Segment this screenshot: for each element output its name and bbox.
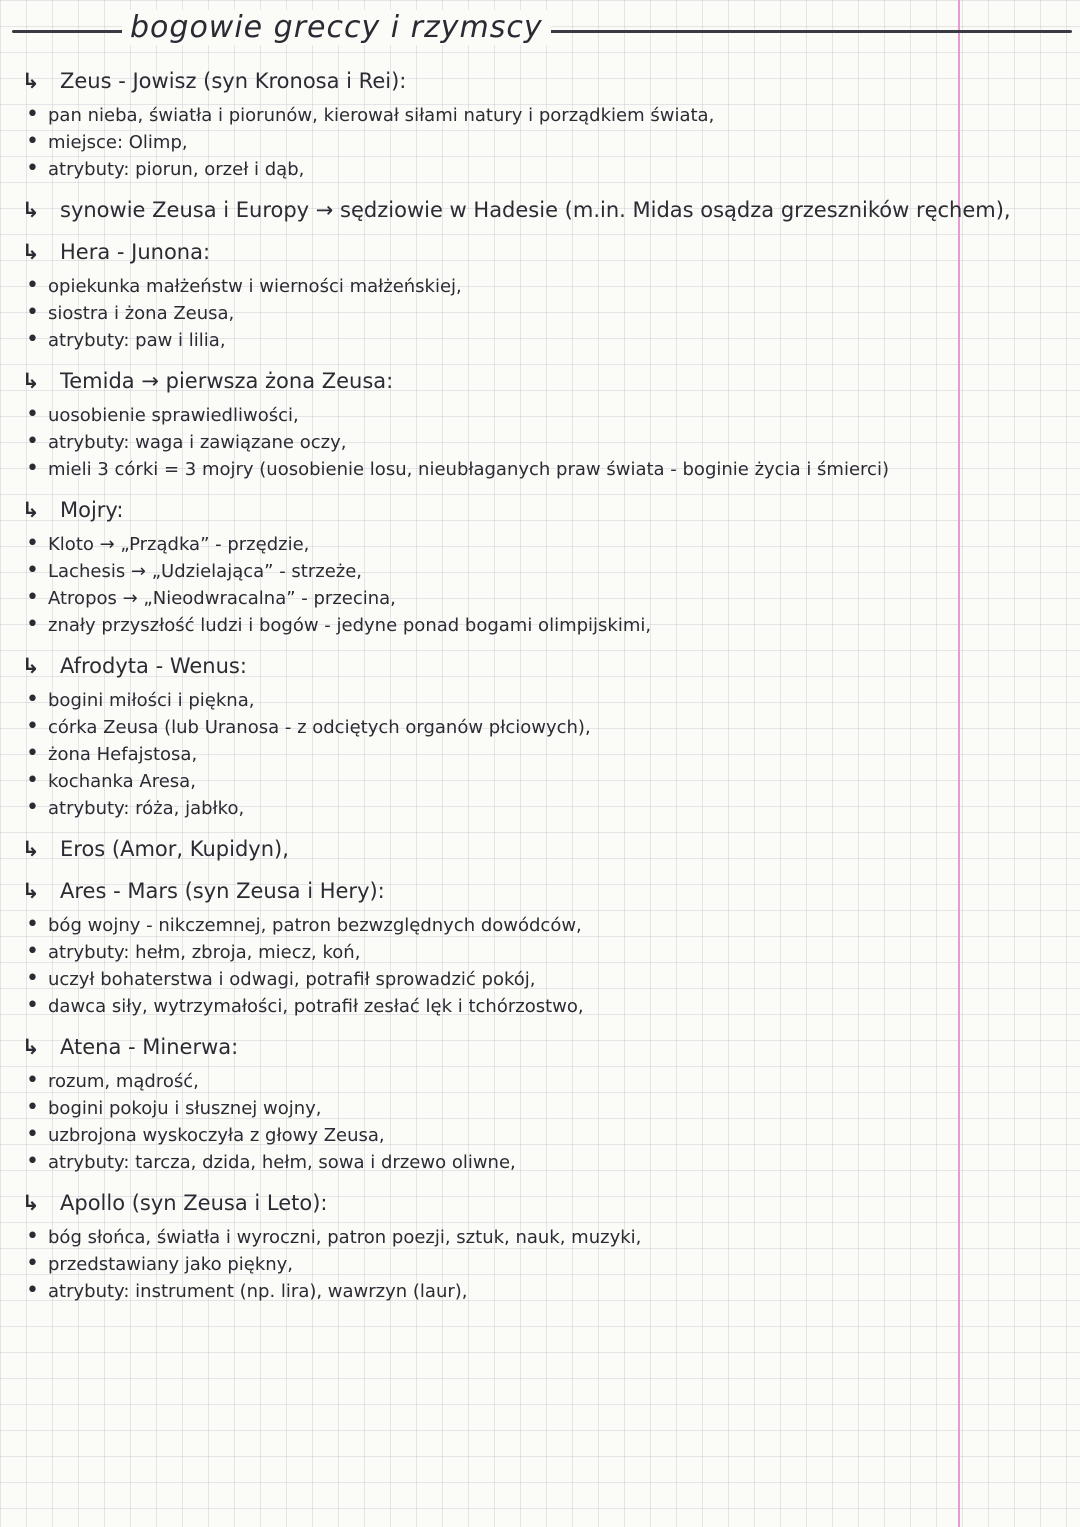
bullet-item: • opiekunka małżeństw i wierności małżeńskiej, bbox=[26, 273, 1072, 300]
section-heading-text: Atena - Minerwa: bbox=[60, 1035, 239, 1059]
arrow-icon: ↳ bbox=[22, 1191, 40, 1215]
bullet-item: • atrybuty: róża, jabłko, bbox=[26, 795, 1072, 822]
bullet-item: • żona Hefajstosa, bbox=[26, 741, 1072, 768]
note-section bbox=[22, 237, 1072, 354]
bullet-list bbox=[26, 687, 1072, 822]
bullet-item: • atrybuty: instrument (np. lira), wawrzyn (laur), bbox=[26, 1278, 1072, 1305]
arrow-icon: ↳ bbox=[22, 837, 40, 861]
arrow-icon: ↳ bbox=[22, 369, 40, 393]
bullet-list bbox=[26, 531, 1072, 639]
bullet-item: • atrybuty: tarcza, dzida, hełm, sowa i drzewo oliwne, bbox=[26, 1149, 1072, 1176]
bullet-item: • Lachesis → „Udzielająca” - strzeże, bbox=[26, 558, 1072, 585]
bullet-item: • Kloto → „Prządka” - przędzie, bbox=[26, 531, 1072, 558]
title-row bbox=[22, 8, 1072, 54]
section-heading bbox=[22, 366, 1072, 396]
bullet-item: • kochanka Aresa, bbox=[26, 768, 1072, 795]
sections-container bbox=[22, 66, 1072, 1305]
bullet-item: • przedstawiany jako piękny, bbox=[26, 1251, 1072, 1278]
bullet-list bbox=[26, 273, 1072, 354]
arrow-icon: ↳ bbox=[22, 1035, 40, 1059]
bullet-item: • rozum, mądrość, bbox=[26, 1068, 1072, 1095]
note-section bbox=[22, 834, 1072, 864]
bullet-list bbox=[26, 402, 1072, 483]
arrow-icon: ↳ bbox=[22, 498, 40, 522]
arrow-icon: ↳ bbox=[22, 198, 40, 222]
section-heading-text: Ares - Mars (syn Zeusa i Hery): bbox=[60, 879, 385, 903]
bullet-item: • mieli 3 córki = 3 mojry (uosobienie losu, nieubłaganych praw świata - boginie życia i śmierci) bbox=[26, 456, 1072, 483]
bullet-item: • uczył bohaterstwa i odwagi, potrafił sprowadzić pokój, bbox=[26, 966, 1072, 993]
bullet-item: • bogini miłości i piękna, bbox=[26, 687, 1072, 714]
section-heading bbox=[22, 876, 1072, 906]
section-heading-text: synowie Zeusa i Europy → sędziowie w Hadesie (m.in. Midas osądza grzeszników ręchem), bbox=[60, 198, 1011, 222]
section-heading-text: Eros (Amor, Kupidyn), bbox=[60, 837, 289, 861]
bullet-item: • córka Zeusa (lub Uranosa - z odciętych organów płciowych), bbox=[26, 714, 1072, 741]
bullet-item: • atrybuty: paw i lilia, bbox=[26, 327, 1072, 354]
note-section bbox=[22, 66, 1072, 183]
bullet-item: • siostra i żona Zeusa, bbox=[26, 300, 1072, 327]
note-section bbox=[22, 495, 1072, 639]
note-section bbox=[22, 876, 1072, 1020]
bullet-list bbox=[26, 1068, 1072, 1176]
bullet-item: • Atropos → „Nieodwracalna” - przecina, bbox=[26, 585, 1072, 612]
section-heading-text: Zeus - Jowisz (syn Kronosa i Rei): bbox=[60, 69, 407, 93]
arrow-icon: ↳ bbox=[22, 879, 40, 903]
section-heading bbox=[22, 1032, 1072, 1062]
section-heading-text: Afrodyta - Wenus: bbox=[60, 654, 247, 678]
section-heading bbox=[22, 495, 1072, 525]
bullet-item: • znały przyszłość ludzi i bogów - jedyne ponad bogami olimpijskimi, bbox=[26, 612, 1072, 639]
section-heading-text: Hera - Junona: bbox=[60, 240, 211, 264]
arrow-icon: ↳ bbox=[22, 654, 40, 678]
section-heading bbox=[22, 651, 1072, 681]
section-heading-text: Mojry: bbox=[60, 498, 124, 522]
arrow-icon: ↳ bbox=[22, 240, 40, 264]
section-heading bbox=[22, 834, 1072, 864]
section-heading bbox=[22, 195, 1072, 225]
bullet-list bbox=[26, 102, 1072, 183]
bullet-list bbox=[26, 1224, 1072, 1305]
section-heading-text: Apollo (syn Zeusa i Leto): bbox=[60, 1191, 328, 1215]
section-heading bbox=[22, 66, 1072, 96]
note-section bbox=[22, 366, 1072, 483]
page-title: bogowie greccy i rzymscy bbox=[122, 10, 551, 45]
bullet-item: • atrybuty: waga i zawiązane oczy, bbox=[26, 429, 1072, 456]
section-heading bbox=[22, 1188, 1072, 1218]
note-section bbox=[22, 1188, 1072, 1305]
bullet-item: • pan nieba, światła i piorunów, kierował siłami natury i porządkiem świata, bbox=[26, 102, 1072, 129]
notebook-page bbox=[22, 8, 1072, 1305]
note-section bbox=[22, 1032, 1072, 1176]
arrow-icon: ↳ bbox=[22, 69, 40, 93]
bullet-item: • atrybuty: hełm, zbroja, miecz, koń, bbox=[26, 939, 1072, 966]
bullet-item: • dawca siły, wytrzymałości, potrafił zesłać lęk i tchórzostwo, bbox=[26, 993, 1072, 1020]
note-section bbox=[22, 195, 1072, 225]
bullet-item: • bóg wojny - nikczemnej, patron bezwzględnych dowódców, bbox=[26, 912, 1072, 939]
note-section bbox=[22, 651, 1072, 822]
bullet-item: • miejsce: Olimp, bbox=[26, 129, 1072, 156]
bullet-item: • atrybuty: piorun, orzeł i dąb, bbox=[26, 156, 1072, 183]
bullet-item: • bóg słońca, światła i wyroczni, patron poezji, sztuk, nauk, muzyki, bbox=[26, 1224, 1072, 1251]
bullet-item: • uzbrojona wyskoczyła z głowy Zeusa, bbox=[26, 1122, 1072, 1149]
section-heading bbox=[22, 237, 1072, 267]
bullet-list bbox=[26, 912, 1072, 1020]
bullet-item: • bogini pokoju i słusznej wojny, bbox=[26, 1095, 1072, 1122]
bullet-item: • uosobienie sprawiedliwości, bbox=[26, 402, 1072, 429]
section-heading-text: Temida → pierwsza żona Zeusa: bbox=[60, 369, 394, 393]
